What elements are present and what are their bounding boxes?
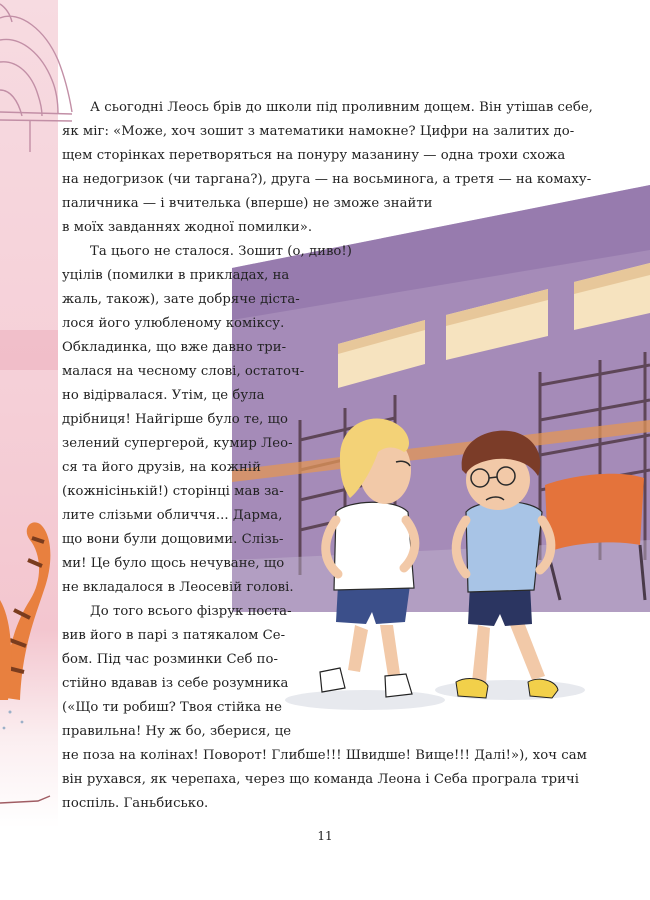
text-line: (кожнісінькій!) сторінці мав за- (62, 484, 284, 499)
text-line: До того всього фізрук поста- (90, 604, 292, 619)
text-line: як міг: «Може, хоч зошит з математики намокне? Цифри на залитих до- (62, 124, 575, 139)
text-line: щем сторінках перетворяться на понуру мазанину — одна трохи схожа (62, 148, 566, 163)
text-line: ся та його друзів, на кожній (62, 460, 261, 475)
text-line: він рухався, як черепаха, через що команда Леона і Себа програла тричі (62, 772, 579, 787)
text-line: вив його в парі з патякалом Се- (62, 628, 286, 643)
text-line: не поза на колінах! Поворот! Глибше!!! Швидше! Вище!!! Далі!»), хоч сам (62, 748, 587, 763)
text-line: в моїх завданнях жодної помилки». (62, 220, 313, 235)
text-line: но відірвалася. Утім, це була (62, 388, 265, 403)
text-line: уцілів (помилки в прикладах, на (62, 268, 290, 283)
text-line: лося його улюбленому коміксу. (62, 316, 285, 331)
text-line: бом. Під час розминки Себ по- (62, 652, 279, 667)
text-line: жаль, також), зате добряче діста- (62, 292, 300, 307)
text-line: зелений супергерой, кумир Лео- (62, 436, 293, 451)
text-line: лите слізьми обличчя... Дарма, (62, 508, 283, 523)
text-line: правильна! Ну ж бо, зберися, це (62, 724, 292, 739)
text-line: паличника — і вчителька (вперше) не зможе знайти (62, 196, 433, 211)
text-line: дрібниця! Найгірше було те, що (62, 412, 288, 427)
text-line: А сьогодні Леось брів до школи під проливним дощем. Він утішав себе, (90, 100, 593, 115)
text-line: стійно вдавав із себе розумника (62, 676, 289, 691)
text-line: поспіль. Ганьбисько. (62, 796, 209, 811)
text-line: малася на чесному слові, остаточ- (62, 364, 305, 379)
text-line: Обкладинка, що вже давно три- (62, 340, 287, 355)
text-line: («Що ти робиш? Твоя стійка не (62, 700, 283, 715)
text-line: на недогризок (чи таргана?), друга — на восьминога, а третя — на комаху- (62, 172, 592, 187)
text-line: Та цього не сталося. Зошит (о, диво!) (90, 244, 352, 259)
page-number: 11 (317, 829, 333, 843)
text-line: що вони були дощовими. Слізь- (62, 532, 284, 547)
text-line: не вкладалося в Леосевій голові. (62, 580, 294, 595)
text-line: ми! Це було щось нечуване, що (62, 556, 285, 571)
